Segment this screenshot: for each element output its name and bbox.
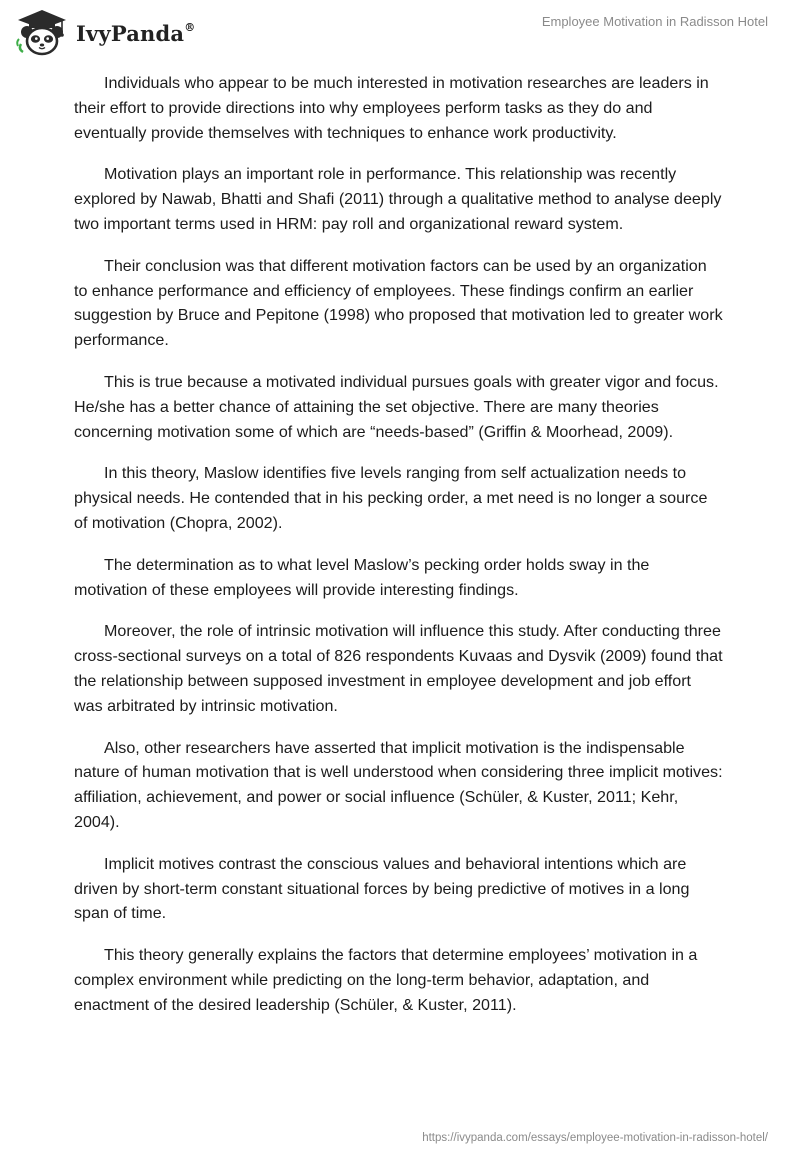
paragraph: Individuals who appear to be much interested in motivation researches are leaders in their effort to provide directions into why employees perform tasks as they do and eventually provide themselves with techniques to enhance work productivity. bbox=[74, 74, 709, 142]
document-title: Employee Motivation in Radisson Hotel bbox=[541, 14, 768, 29]
brand-name: IvyPanda® bbox=[76, 20, 196, 46]
paragraph: Moreover, the role of intrinsic motivation will influence this study. After conducting three cross-sectional surveys on a total of 826 respondents Kuvaas and Dysvik (2009) found that the relationship between supposed investment in employee development and job effort was arbitrated by intrinsic motivation. bbox=[74, 622, 723, 715]
paragraph: This is true because a motivated individual pursues goals with greater vigor and focus. He/she has a better chance of attaining the set objective. There are many theories concerning motivation some of which are “needs-based” (Griffin & Moorhead, 2009). bbox=[74, 372, 719, 441]
page-header bbox=[0, 0, 800, 64]
paragraph: This theory generally explains the factors that determine employees’ motivation in a complex environment while predicting on the long-term behavior, adaptation, and enactment of the desired leadership (Schüler, & Kuster, 2011). bbox=[74, 946, 698, 1014]
paragraph: Implicit motives contrast the conscious values and behavioral intentions which are driven by short-term constant situational forces by being predictive of motives in a long span of time. bbox=[74, 854, 690, 923]
paragraph: Motivation plays an important role in performance. This relationship was recently explored by Nawab, Bhatti and Shafi (2011) through a qualitative method to analyse deeply two important terms used in HRM: pay roll and organizational reward system. bbox=[74, 165, 722, 233]
paragraph: Also, other researchers have asserted that implicit motivation is the indispensable nature of human motivation that is well understood when considering three implicit motives: affiliation, achievement, and power or social influence (Schüler, & Kuster, 2011; Kehr, 2004). bbox=[74, 738, 723, 831]
brand-logo[interactable] bbox=[14, 8, 195, 56]
paragraph: Their conclusion was that different motivation factors can be used by an organization to enhance performance and efficiency of employees. These findings confirm an earlier suggestion by Bruce and Pepitone (1998) who proposed that motivation led to greater work performance. bbox=[74, 256, 723, 350]
paragraph: The determination as to what level Maslow’s pecking order holds sway in the motivation of these employees will provide interesting findings. bbox=[74, 555, 650, 599]
registered-mark: ® bbox=[184, 20, 196, 34]
panda-graduation-cap-icon bbox=[14, 8, 70, 56]
source-url[interactable]: https://ivypanda.com/essays/employee-motivation-in-radisson-hotel/ bbox=[422, 1132, 768, 1144]
essay-body bbox=[74, 71, 724, 1035]
paragraph: In this theory, Maslow identifies five levels ranging from self actualization needs to physical needs. He contended that in his pecking order, a met need is no longer a source of motivation (Chopra, 2002). bbox=[74, 464, 708, 532]
